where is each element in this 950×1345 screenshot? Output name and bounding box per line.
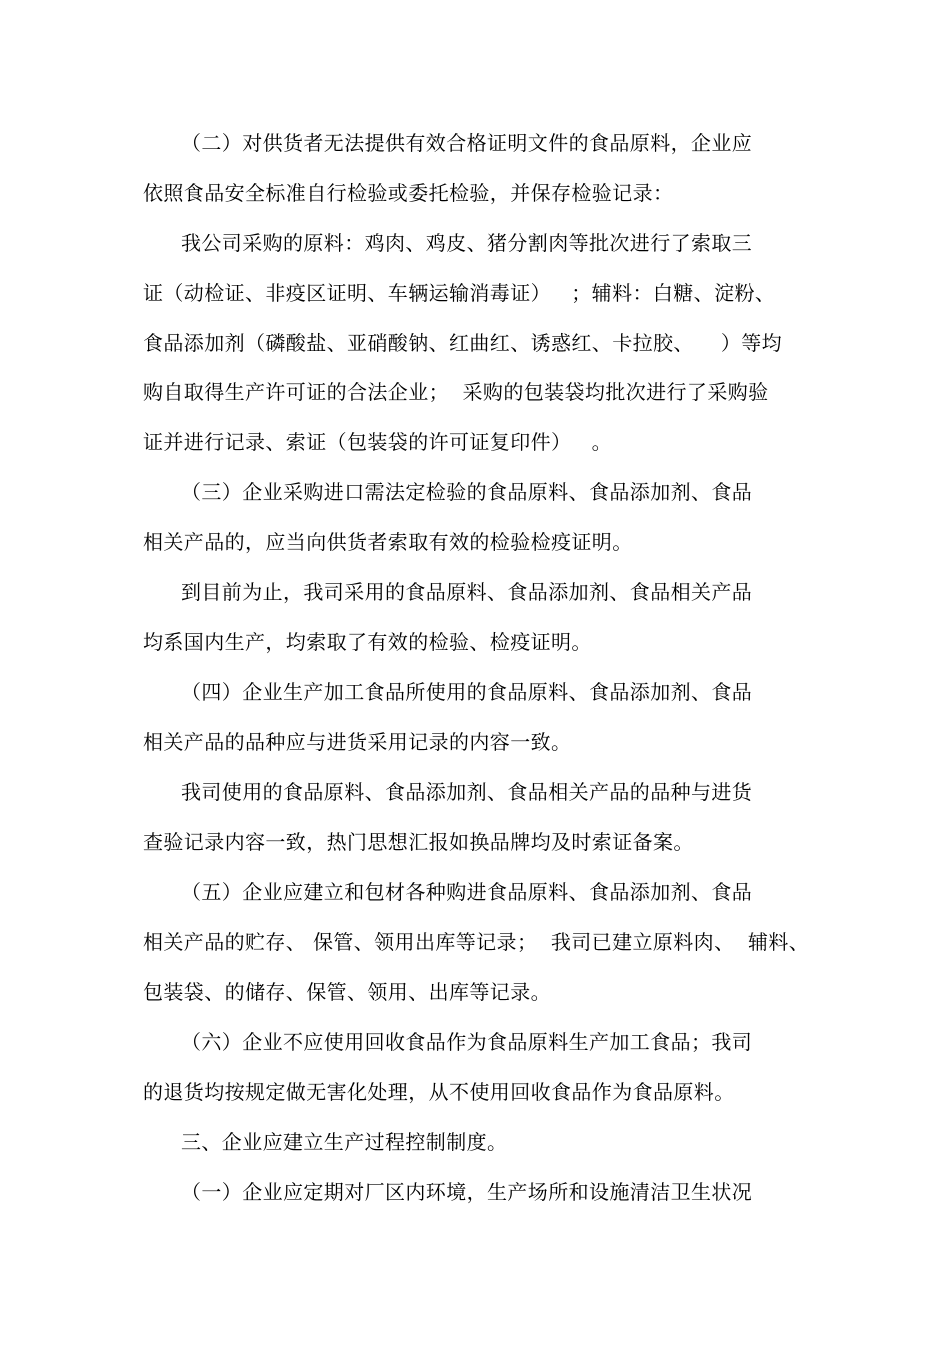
paragraph-line: 购自取得生产许可证的合法企业； 采购的包装袋均批次进行了采购验 [143,380,769,404]
paragraph-line: 包装袋、的储存、保管、领用、出库等记录。 [143,980,551,1004]
paragraph-line: 到目前为止，我司采用的食品原料、食品添加剂、食品相关产品 [181,580,753,604]
paragraph-line: （四）企业生产加工食品所使用的食品原料、食品添加剂、食品 [181,680,753,704]
paragraph-line: 查验记录内容一致，热门思想汇报如换品牌均及时索证备案。 [143,830,694,854]
section-heading: 三、企业应建立生产过程控制制度。 [181,1130,508,1154]
paragraph-line: 依照食品安全标准自行检验或委托检验，并保存检验记录： [143,181,674,205]
paragraph-line: 我公司采购的原料：鸡肉、鸡皮、猪分割肉等批次进行了索取三 [181,231,753,255]
paragraph-line: 我司使用的食品原料、食品添加剂、食品相关产品的品种与进货 [181,780,753,804]
paragraph-line: 相关产品的品种应与进货采用记录的内容一致。 [143,730,572,754]
paragraph-line: （三）企业采购进口需法定检验的食品原料、食品添加剂、食品 [181,480,753,504]
paragraph-line: 相关产品的贮存、 保管、领用出库等记录； 我司已建立原料肉、 辅料、 [143,930,810,954]
paragraph-line: 的退货均按规定做无害化处理，从不使用回收食品作为食品原料。 [143,1080,735,1104]
paragraph-line: （二）对供货者无法提供有效合格证明文件的食品原料，企业应 [181,131,753,155]
paragraph-line: 食品添加剂（磷酸盐、亚硝酸钠、红曲红、诱惑红、卡拉胶、 ）等均 [143,331,783,355]
paragraph-line: （五）企业应建立和包材各种购进食品原料、食品添加剂、食品 [181,880,753,904]
paragraph-line: 均系国内生产，均索取了有效的检验、检疫证明。 [143,630,592,654]
paragraph-line: 证（动检证、非疫区证明、车辆运输消毒证） ；辅料：白糖、淀粉、 [143,281,776,305]
paragraph-line: （一）企业应定期对厂区内环境，生产场所和设施清洁卫生状况 [181,1180,753,1204]
paragraph-line: 相关产品的，应当向供货者索取有效的检验检疫证明。 [143,530,633,554]
paragraph-line: （六）企业不应使用回收食品作为食品原料生产加工食品；我司 [181,1030,753,1054]
paragraph-line: 证并进行记录、索证（包装袋的许可证复印件） 。 [143,430,613,454]
